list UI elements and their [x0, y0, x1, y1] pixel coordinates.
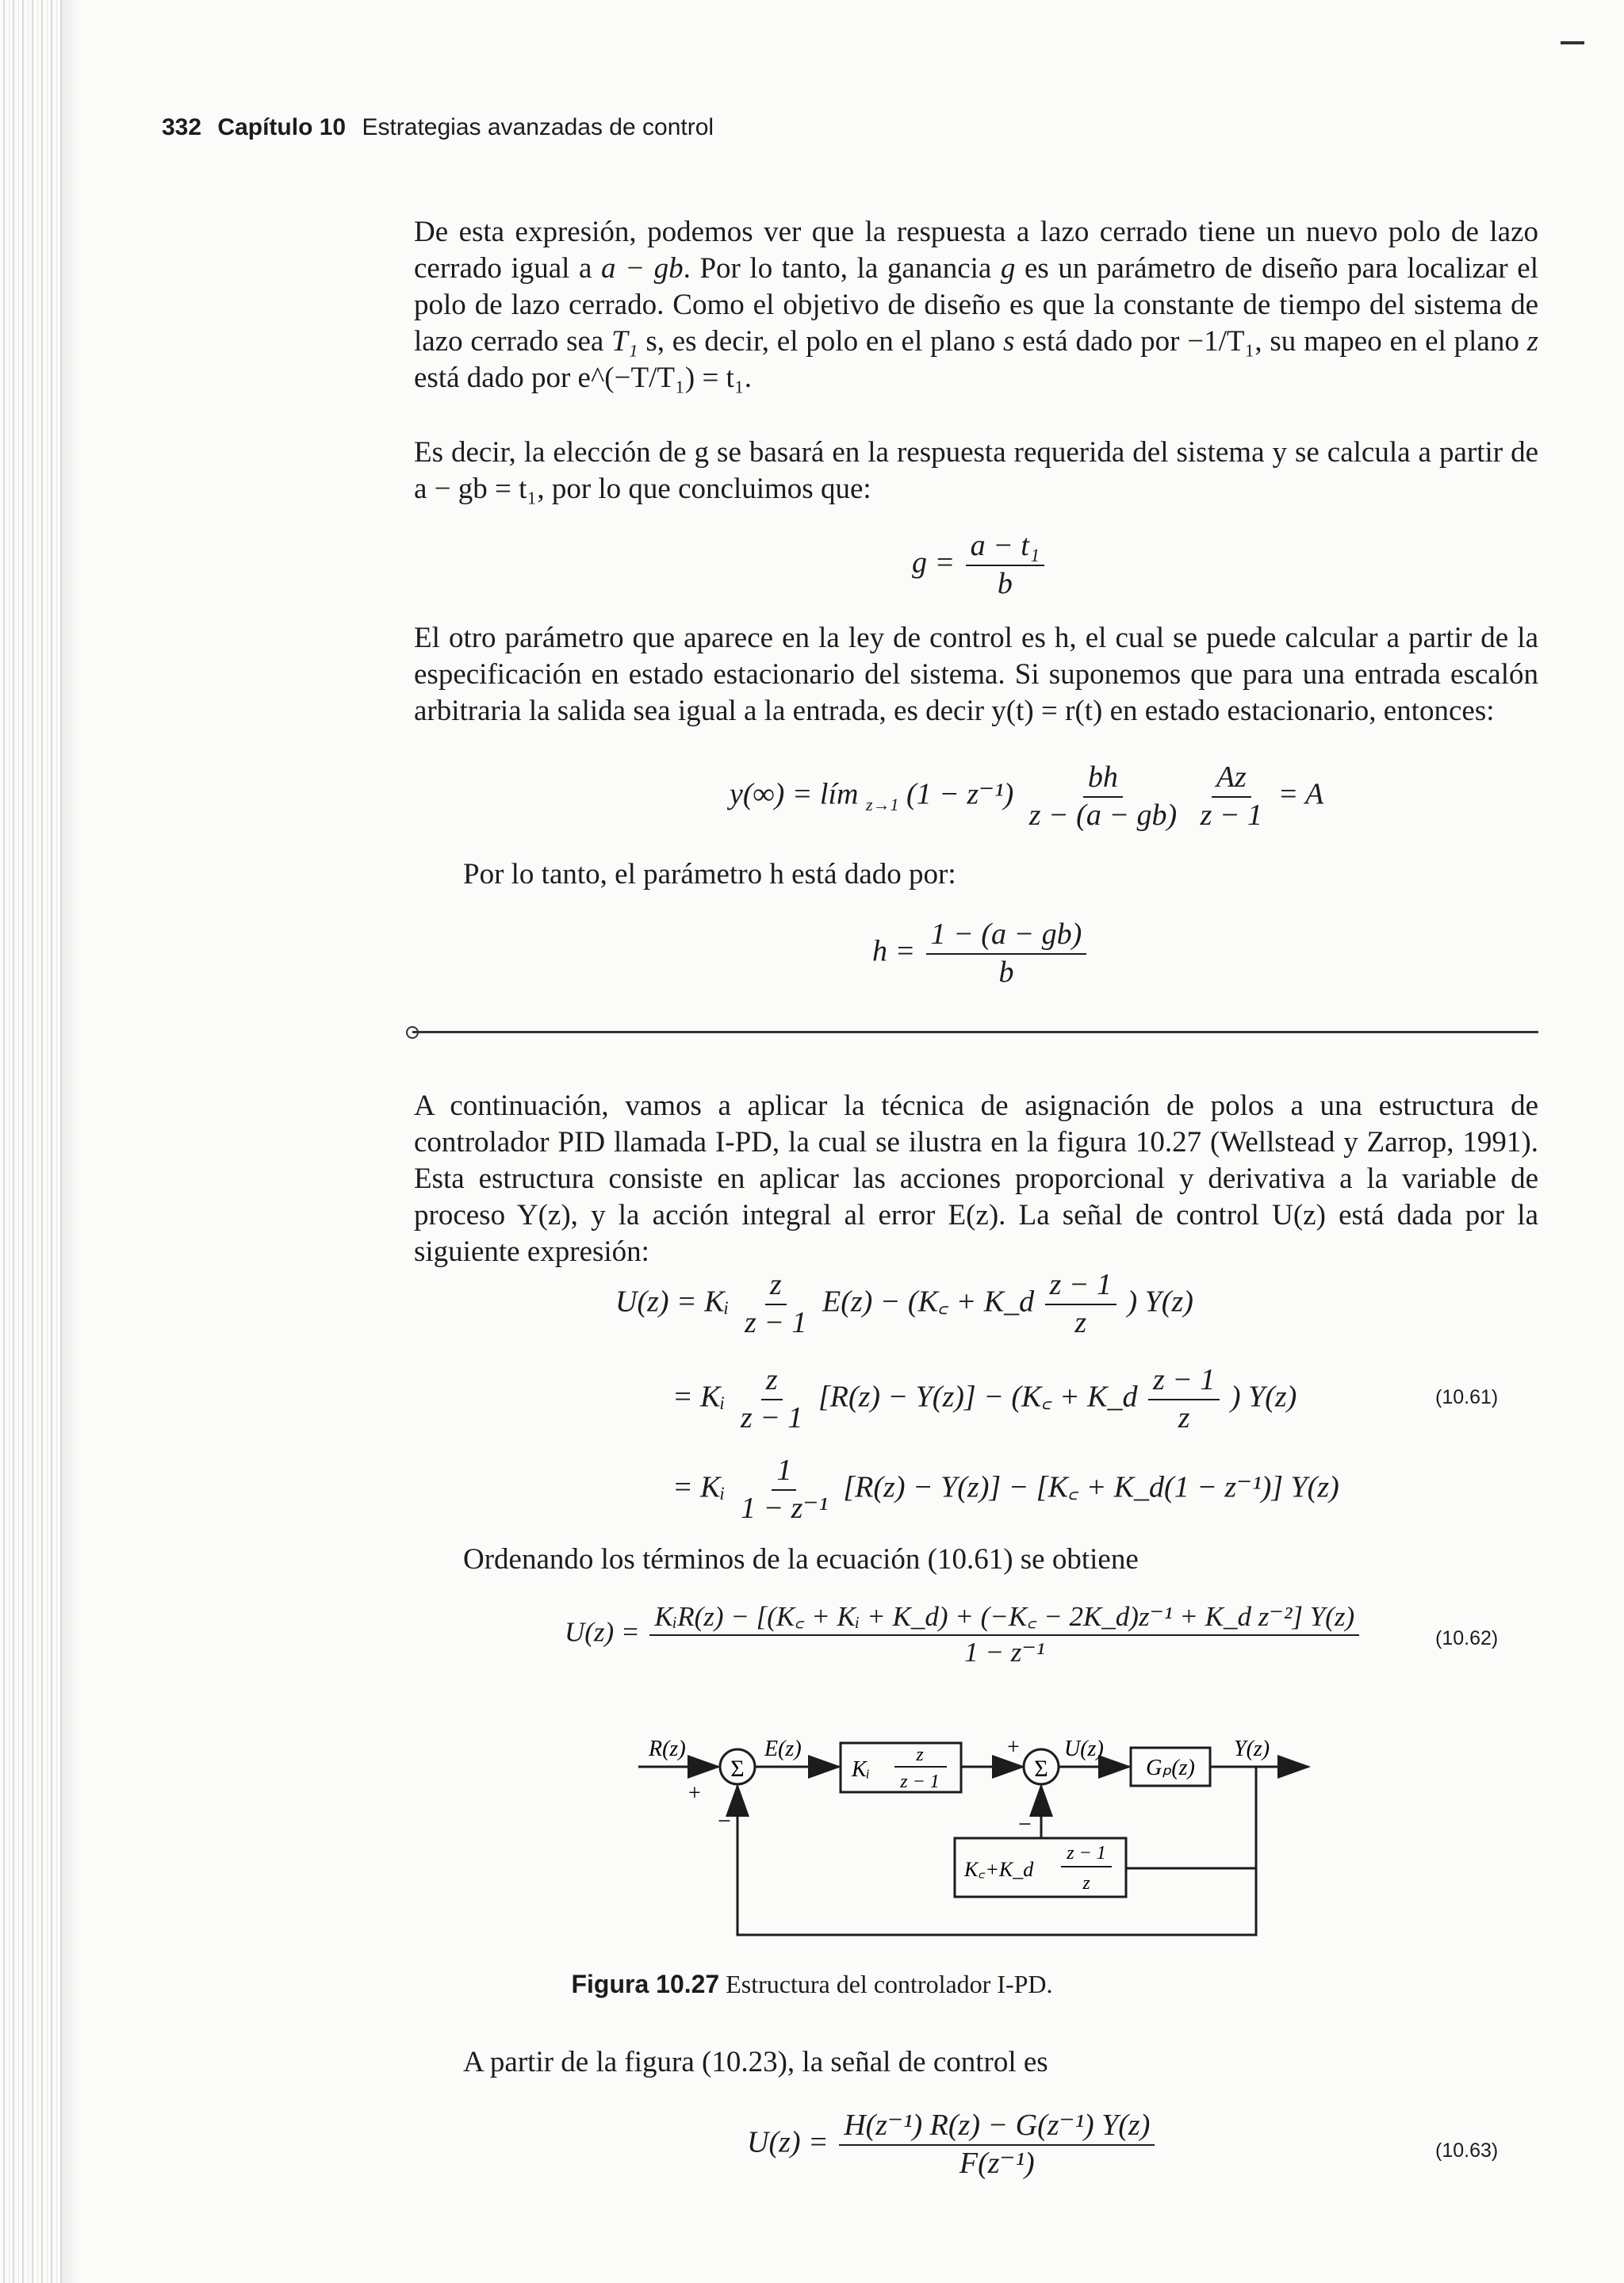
eq-h-lhs: h = [872, 934, 916, 968]
eq62-denominator: 1 − z⁻¹ [964, 1636, 1045, 1668]
ki-label: Kᵢ [852, 1757, 871, 1782]
p1-text-e: está dado por −1/T₁, su mapeo en el plano [1014, 325, 1527, 358]
eq61-l1-frac-b-num: z − 1 [1045, 1269, 1116, 1305]
figure-label: Figura 10.27 [571, 1970, 720, 1998]
eq61-l2-lhs: = Kᵢ [672, 1380, 726, 1414]
figure-caption-text: Estructura del controlador I-PD. [726, 1970, 1053, 1998]
p1-math-b: g [1000, 252, 1016, 285]
paragraph-h-parameter: El otro parámetro que aparece en la ley de control es h, el cual se puede calcular a partir de la especificación en estado estacionario del sistema. Si suponemos que para una entrada escalón arbitraria la salida sea igual a la entrada, es decir y(t) = r(t) en estado estacionario, entonces: [414, 622, 1538, 727]
p1-text-b: . Por lo tanto, la ganancia [683, 252, 1001, 285]
eq61-l1-mid: E(z) − (K꜀ + K_d [822, 1285, 1035, 1319]
figure-caption [0, 1970, 1624, 1999]
eq-y-num1: bh [1083, 761, 1123, 798]
eq63-denominator: F(z⁻¹) [959, 2146, 1035, 2180]
label-y: Y(z) [1234, 1737, 1270, 1761]
eq61-l2-frac-a-den: z − 1 [741, 1400, 803, 1435]
eq61-l3-lhs: = Kᵢ [672, 1470, 726, 1504]
label-e: E(z) [764, 1737, 802, 1761]
sign-minus-2: − [1018, 1811, 1032, 1837]
p1-text-d: s, es decir, el polo en el plano [638, 325, 1003, 358]
paragraph-h-given: Por lo tanto, el parámetro h está dado por: [463, 858, 956, 891]
eq61-l1-lhs: U(z) = Kᵢ [615, 1285, 730, 1319]
p1-math-d: s [1002, 325, 1015, 358]
eq-h-denominator: b [998, 955, 1014, 989]
eq61-l2-frac-b-num: z − 1 [1148, 1364, 1220, 1400]
page-number: 332 [162, 114, 202, 140]
gp-label: Gₚ(z) [1146, 1756, 1195, 1780]
eq-y-den1: z − (a − gb) [1028, 798, 1178, 832]
eq63-fraction [839, 2109, 1155, 2181]
pd-frac-den: z [1082, 1873, 1090, 1894]
ki-frac-den: z − 1 [900, 1772, 940, 1792]
eq61-l1-end: ) Y(z) [1127, 1285, 1193, 1319]
eq-y-den2: z − 1 [1200, 798, 1263, 832]
paragraph-control-signal: A partir de la figura (10.23), la señal de control es [463, 2046, 1048, 2078]
eq-y-num2: Az [1212, 761, 1251, 798]
label-u: U(z) [1064, 1737, 1104, 1761]
ki-frac-num: z [916, 1745, 924, 1765]
eq63-numerator: H(z⁻¹) R(z) − G(z⁻¹) Y(z) [839, 2109, 1155, 2146]
chapter-title: Estrategias avanzadas de control [362, 114, 714, 140]
equation-number-10-61: (10.61) [1435, 1386, 1499, 1408]
p1-text-f: está dado por e^(−T/T₁) = t₁. [414, 362, 752, 394]
eq62-lhs: U(z) = [565, 1616, 640, 1648]
eq-g-lhs: g = [912, 546, 956, 580]
eq61-l3-frac-num: 1 [772, 1454, 796, 1491]
eq-g-denominator: b [997, 566, 1013, 600]
chapter-label: Capítulo 10 [217, 114, 347, 140]
eq-g-numerator: a − t₁ [966, 530, 1044, 566]
sign-plus-1: + [688, 1781, 701, 1806]
sigma-2-label: Σ [1034, 1756, 1048, 1782]
p1-math-c: T₁ [611, 325, 638, 358]
p1-math-e: z [1526, 325, 1539, 358]
eq-y-limit-sub: z→1 [865, 795, 899, 815]
eq61-l2-mid: [R(z) − Y(z)] − (K꜀ + K_d [818, 1380, 1138, 1414]
eq61-l3-frac-den: 1 − z⁻¹ [741, 1491, 828, 1525]
label-r: R(z) [649, 1737, 686, 1761]
eq61-l3-end: [R(z) − Y(z)] − [K꜀ + K_d(1 − z⁻¹)] Y(z) [843, 1470, 1339, 1504]
line-y-to-pd-block [1126, 1767, 1256, 1868]
eq61-l2-end: ) Y(z) [1230, 1380, 1297, 1414]
eq61-l1-frac-a-num: z [765, 1269, 787, 1305]
p1-text-c: es un parámetro de diseño para localizar el polo de lazo cerrado. Como el objetivo de diseño es que la constante de tiempo del sistema de lazo cerrado sea [414, 252, 1538, 358]
p1-math-a: a − gb [601, 252, 684, 285]
equation-number-10-62: (10.62) [1435, 1627, 1499, 1649]
eq-y-paren: (1 − z⁻¹) [906, 777, 1014, 811]
eq61-l1-frac-b-den: z [1074, 1305, 1087, 1339]
eq-h-numerator: 1 − (a − gb) [926, 918, 1087, 955]
eq-y-lhs: y(∞) = lím [730, 777, 859, 811]
pd-frac-num: z − 1 [1067, 1843, 1106, 1864]
eq63-lhs: U(z) = [747, 2125, 829, 2159]
sign-minus-1: − [718, 1808, 731, 1834]
eq62-numerator: KᵢR(z) − [(K꜀ + Kᵢ + K_d) + (−K꜀ − 2K_d)z⁻¹ + K_d z⁻²] Y(z) [649, 1602, 1359, 1636]
eq61-l2-frac-b-den: z [1178, 1400, 1190, 1435]
sign-plus-2: + [1007, 1735, 1020, 1760]
paragraph-g-choice: Es decir, la elección de g se basará en la respuesta requerida del sistema y se calcula a partir de a − gb = t₁, por lo que concluimos que: [414, 436, 1538, 505]
equation-number-10-63: (10.63) [1435, 2139, 1499, 2162]
eq61-l2-frac-a-num: z [761, 1364, 783, 1400]
eq-y-rhs: = A [1277, 777, 1324, 811]
paragraph-ordering-terms: Ordenando los términos de la ecuación (10.61) se obtiene [463, 1543, 1139, 1576]
pd-label: K꜀+K_d [964, 1858, 1034, 1881]
sigma-1-label: Σ [730, 1756, 745, 1782]
eq61-l1-frac-a-den: z − 1 [745, 1305, 807, 1339]
paragraph-ipd-intro: A continuación, vamos a aplicar la técnica de asignación de polos a una estructura de controlador PID llamada I-PD, la cual se ilustra en la figura 10.27 (Wellstead y Zarrop, 1991). Esta estructura consiste en aplicar las acciones proporcional y derivativa a la variable de proceso Y(z), y la acción integral al error E(z). La señal de control U(z) está dada por la siguiente expresión: [414, 1090, 1538, 1268]
equation-10-63 [747, 2109, 1158, 2181]
p1-text-a: De esta expresión, podemos ver que la respuesta a lazo cerrado tiene un nuevo polo de lazo cerrado igual a [414, 216, 1538, 285]
